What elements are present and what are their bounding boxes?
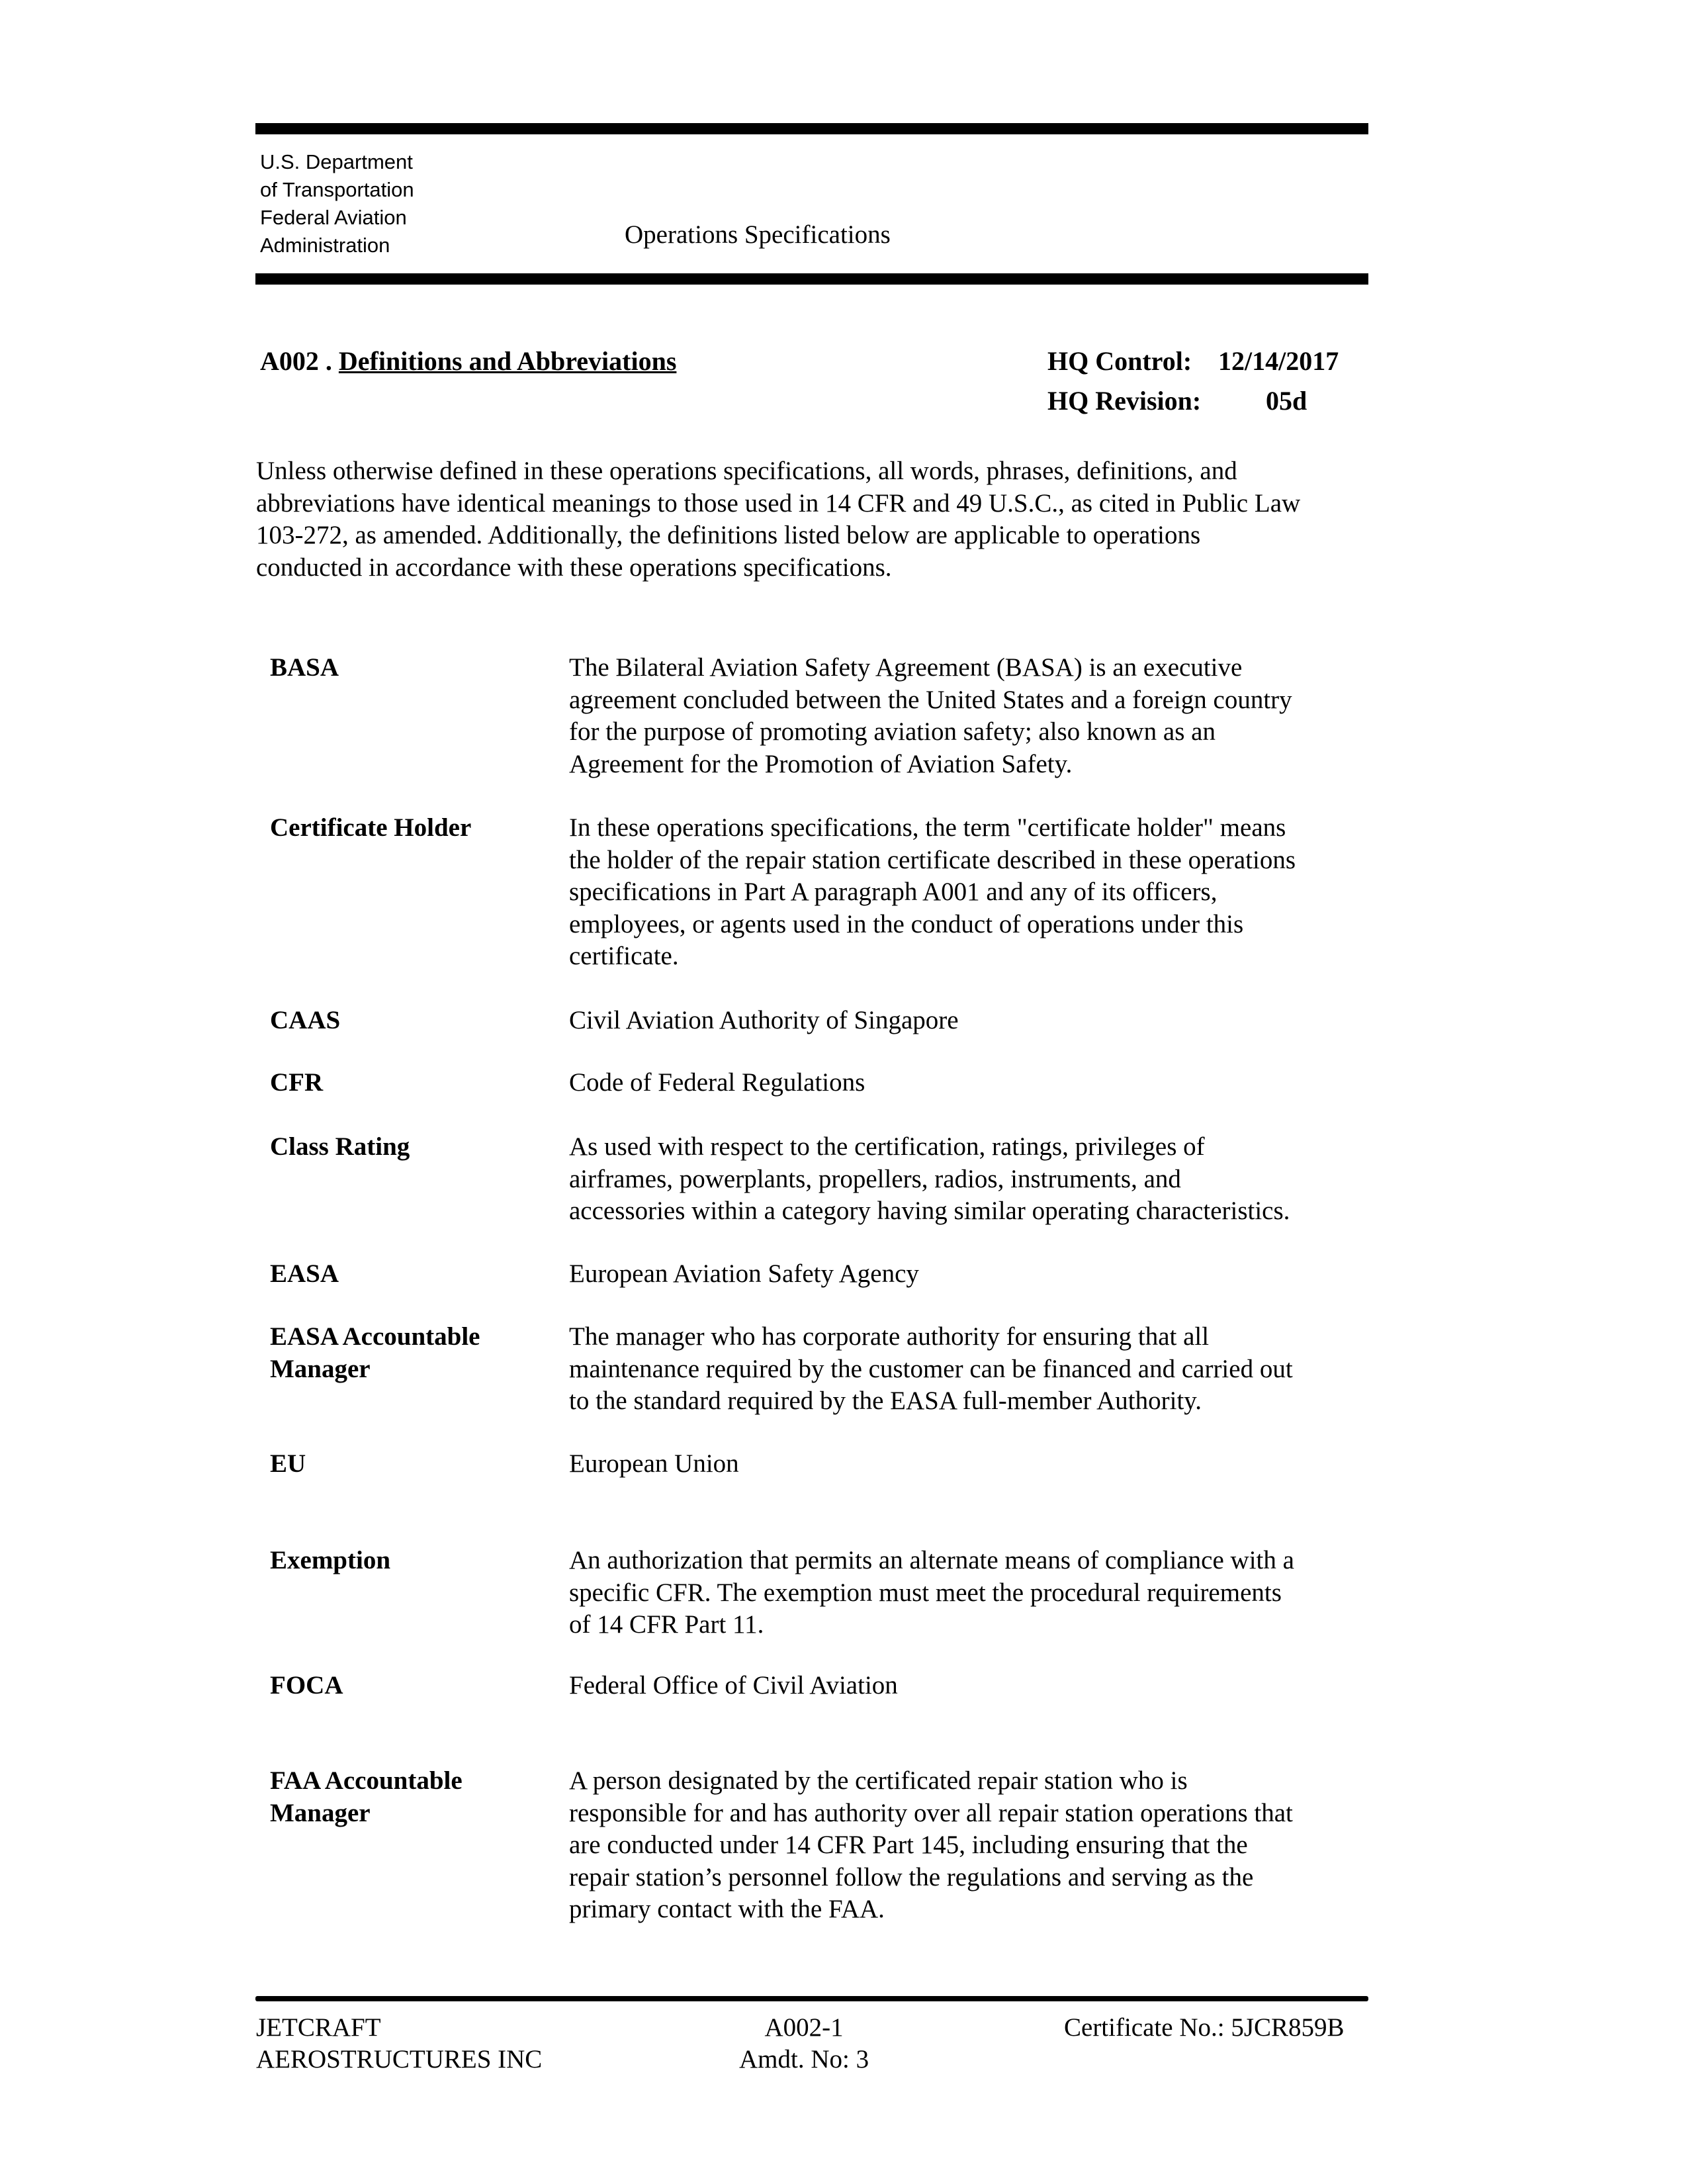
definition-term: Class Rating	[270, 1132, 410, 1161]
footer-amendment: Amdt. No: 3	[739, 2045, 869, 2073]
definition-term: FOCA	[270, 1671, 343, 1700]
intro-line: 103-272, as amended. Additionally, the definitions listed below are applicable to operations	[256, 521, 1201, 549]
definition-description: In these operations specifications, the term "certificate holder" means the holder of the repair station certificate described in these operations specifications in Part A paragraph A001 and any of its officers, employees, or agents used in the conduct of operations under this certificate.	[569, 813, 1296, 970]
hq-revision	[1047, 385, 1307, 416]
definition-description: European Union	[569, 1449, 739, 1478]
document-type: Operations Specifications	[625, 220, 891, 249]
hq-control-label: HQ Control:	[1047, 346, 1192, 376]
header-bottom-rule	[255, 273, 1368, 285]
agency-line: Federal Aviation	[260, 206, 407, 229]
intro-paragraph	[256, 455, 1381, 584]
definition-term: Exemption	[270, 1546, 391, 1574]
hq-revision-label: HQ Revision:	[1047, 386, 1202, 416]
definition-description: Civil Aviation Authority of Singapore	[569, 1006, 959, 1034]
agency-line: U.S. Department	[260, 150, 413, 173]
hq-revision-value: 05d	[1266, 386, 1307, 416]
footer-certificate: Certificate No.: 5JCR859B	[1064, 2013, 1345, 2042]
footer-company: JETCRAFT AEROSTRUCTURES INC	[256, 2013, 543, 2073]
definition-description: Code of Federal Regulations	[569, 1068, 865, 1097]
agency-line: Administration	[260, 234, 390, 257]
definition-term: EU	[270, 1449, 306, 1478]
intro-line: Unless otherwise defined in these operations specifications, all words, phrases, definitions, and	[256, 457, 1237, 485]
footer-page-info	[739, 2012, 869, 2075]
definition-description: Federal Office of Civil Aviation	[569, 1671, 898, 1700]
definition-term: FAA Accountable Manager	[270, 1766, 463, 1827]
footer-rule	[255, 1996, 1368, 2001]
hq-control	[1047, 345, 1339, 377]
hq-control-value: 12/14/2017	[1218, 346, 1339, 376]
header-top-rule	[255, 123, 1368, 134]
section-number: A002 .	[260, 346, 332, 376]
intro-line: conducted in accordance with these operations specifications.	[256, 553, 892, 582]
footer-page-id: A002-1	[764, 2013, 844, 2042]
definition-term: EASA	[270, 1259, 339, 1288]
definition-description: The manager who has corporate authority for ensuring that all maintenance required by the customer can be financed and carried out to the standard required by the EASA full-member Authority.	[569, 1322, 1293, 1415]
definition-description: A person designated by the certificated repair station who is responsible for and has authority over all repair station operations that are conducted under 14 CFR Part 145, including ensuring that the repair station’s personnel follow the regulations and serving as the primary contact with the FAA.	[569, 1766, 1293, 1923]
definition-term: CFR	[270, 1068, 324, 1097]
agency-block	[260, 148, 414, 259]
definition-term: BASA	[270, 653, 339, 682]
intro-line: abbreviations have identical meanings to those used in 14 CFR and 49 U.S.C., as cited in Public Law	[256, 488, 1301, 518]
definition-description: European Aviation Safety Agency	[569, 1259, 919, 1288]
definition-term: EASA Accountable Manager	[270, 1322, 480, 1383]
definition-description: The Bilateral Aviation Safety Agreement (BASA) is an executive agreement concluded between the United States and a foreign country for the purpose of promoting aviation safety; also known as an Agreement for the Promotion of Aviation Safety.	[569, 653, 1292, 778]
definition-description: As used with respect to the certification, ratings, privileges of airframes, powerplants, propellers, radios, instruments, and accessories within a category having similar operating characteristics.	[569, 1132, 1290, 1225]
section-name: Definitions and Abbreviations	[338, 346, 677, 376]
definition-term: CAAS	[270, 1006, 341, 1034]
agency-line: of Transportation	[260, 178, 414, 201]
section-title	[260, 345, 676, 377]
definition-term: Certificate Holder	[270, 813, 472, 842]
definition-description: An authorization that permits an alternate means of compliance with a specific CFR. The exemption must meet the procedural requirements of 14 CFR Part 11.	[569, 1546, 1294, 1639]
